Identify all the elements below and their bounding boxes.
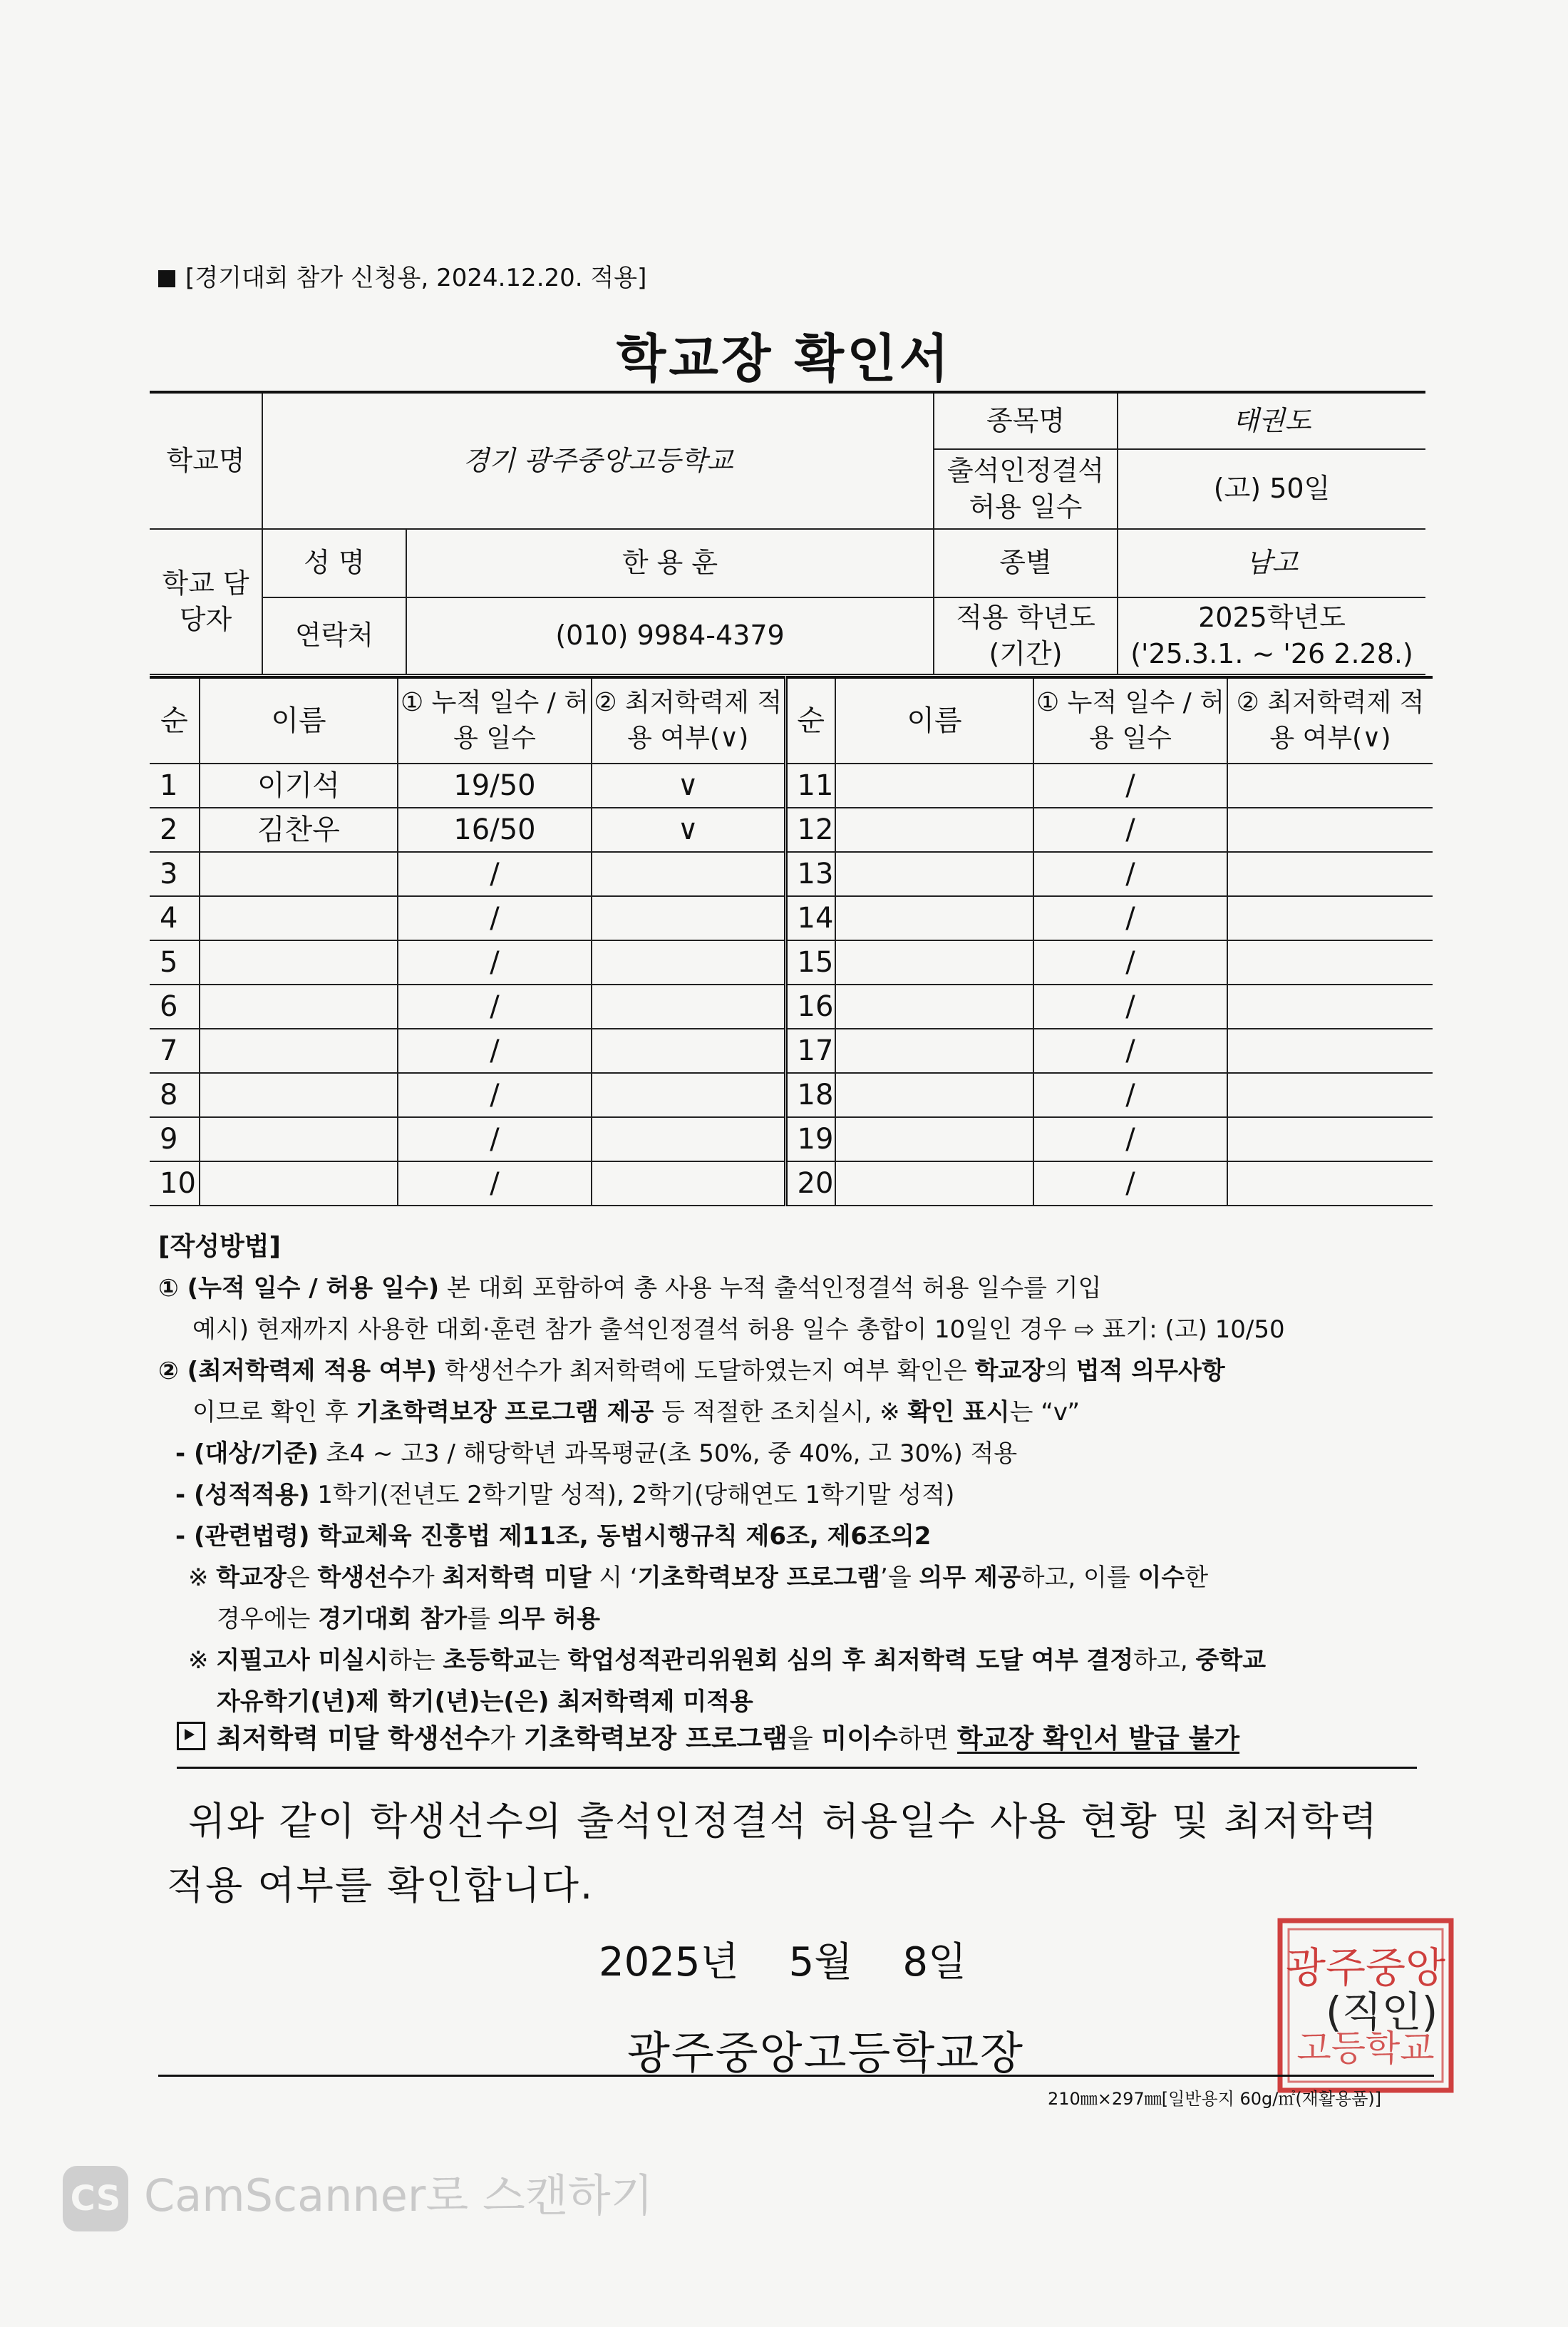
min-check — [1227, 896, 1433, 940]
instruction-line: - (성적적용) 1학기(전년도 2학기말 성적), 2학기(당해연도 1학기말 성적) — [175, 1481, 955, 1509]
header-days: ① 누적 일수 / 허용 일수 — [398, 677, 592, 764]
days-value: / — [398, 1117, 592, 1161]
table-row — [150, 985, 1433, 1029]
row-number: 1 — [150, 764, 200, 808]
row-number: 13 — [785, 852, 835, 896]
days-value: / — [1033, 1073, 1227, 1117]
header-name: 이름 — [835, 677, 1033, 764]
student-name — [835, 1161, 1033, 1206]
days-value: / — [398, 985, 592, 1029]
student-name — [835, 764, 1033, 808]
square-bullet-icon — [158, 270, 175, 287]
row-number: 16 — [785, 985, 835, 1029]
student-name — [200, 940, 398, 985]
days-value: / — [1033, 1117, 1227, 1161]
student-name — [200, 852, 398, 896]
row-number: 14 — [785, 896, 835, 940]
student-name — [835, 1029, 1033, 1073]
table-row — [150, 852, 1433, 896]
min-check — [592, 1161, 785, 1206]
principal-name: 광주중앙고등학교장 — [627, 2027, 1025, 2079]
row-number: 6 — [150, 985, 200, 1029]
info-table — [150, 391, 1425, 675]
days-value: 16/50 — [398, 808, 592, 852]
camscanner-logo-icon: CS — [63, 2166, 128, 2231]
allowed-days-label: 출석인정결석 허용 일수 — [934, 449, 1118, 529]
min-check — [1227, 1117, 1433, 1161]
days-value: / — [398, 852, 592, 896]
student-name: 김찬우 — [200, 808, 398, 852]
min-check — [1227, 1029, 1433, 1073]
document-title: 학교장 확인서 — [616, 329, 952, 389]
row-number: 2 — [150, 808, 200, 852]
header-days: ① 누적 일수 / 허용 일수 — [1033, 677, 1227, 764]
seal-note: (직인) — [1326, 1988, 1438, 2036]
min-check — [1227, 985, 1433, 1029]
scanner-watermark: CS CamScanner로 스캔하기 — [63, 2160, 654, 2231]
days-value: 19/50 — [398, 764, 592, 808]
instruction-line: ① (누적 일수 / 허용 일수) 본 대회 포함하여 총 사용 누적 출석인정결석 허용 일수를 기입 — [158, 1274, 1102, 1303]
student-name — [835, 985, 1033, 1029]
row-number: 8 — [150, 1073, 200, 1117]
days-value: / — [398, 1029, 592, 1073]
name-value: 한 용 훈 — [406, 529, 934, 597]
row-number: 19 — [785, 1117, 835, 1161]
student-name — [835, 1073, 1033, 1117]
min-check — [592, 1029, 785, 1073]
min-check — [592, 896, 785, 940]
year-value: 2025학년도 ('25.3.1. ~ '26 2.28.) — [1118, 597, 1425, 674]
student-name — [835, 852, 1033, 896]
min-check: ∨ — [592, 808, 785, 852]
year-label: 적용 학년도 (기간) — [934, 597, 1118, 674]
min-check — [592, 852, 785, 896]
declaration: 위와 같이 학생선수의 출석인정결석 허용일수 사용 현황 및 최저학력 적용 여부를 확인합니다. — [167, 1799, 1378, 1908]
row-number: 15 — [785, 940, 835, 985]
instruction-line: ※ 지필고사 미실시하는 초등학교는 학업성적관리위원회 심의 후 최저학력 도달 여부 결정하고, 중학교 — [188, 1646, 1267, 1675]
days-value: / — [1033, 985, 1227, 1029]
student-name — [835, 808, 1033, 852]
days-value: / — [1033, 808, 1227, 852]
days-value: / — [1033, 896, 1227, 940]
student-table — [150, 676, 1433, 1206]
divider — [177, 1767, 1417, 1769]
row-number: 20 — [785, 1161, 835, 1206]
days-value: / — [1033, 764, 1227, 808]
row-number: 17 — [785, 1029, 835, 1073]
school-value: 경기 광주중앙고등학교 — [262, 392, 934, 529]
student-name — [200, 1073, 398, 1117]
table-row — [150, 808, 1433, 852]
days-value: / — [1033, 940, 1227, 985]
table-row — [150, 1117, 1433, 1161]
allowed-days-value: (고) 50일 — [1118, 449, 1425, 529]
header-min: ② 최저학력제 적용 여부(∨) — [1227, 677, 1433, 764]
row-number: 3 — [150, 852, 200, 896]
min-check — [1227, 1161, 1433, 1206]
row-number: 10 — [150, 1161, 200, 1206]
svg-text:광주중앙: 광주중앙 — [1285, 1943, 1446, 1992]
table-row — [150, 1161, 1433, 1206]
table-header-row — [150, 677, 1433, 764]
student-name — [200, 985, 398, 1029]
min-check — [1227, 764, 1433, 808]
student-name — [835, 1117, 1033, 1161]
min-check — [1227, 852, 1433, 896]
instruction-line: 예시) 현재까지 사용한 대회·훈련 참가 출석인정결석 허용 일수 총합이 10일인 경우 ⇨ 표기: (고) 10/50 — [192, 1315, 1285, 1344]
svg-text:고등학교: 고등학교 — [1296, 2028, 1435, 2069]
issue-date: 2025년 5월 8일 — [599, 1939, 967, 1986]
row-number: 9 — [150, 1117, 200, 1161]
contact-value: (010) 9984-4379 — [406, 597, 934, 674]
min-check — [1227, 808, 1433, 852]
school-label: 학교명 — [150, 392, 262, 529]
header-name: 이름 — [200, 677, 398, 764]
sport-value: 태권도 — [1118, 392, 1425, 449]
manager-label: 학교 담당자 — [150, 529, 262, 674]
instructions — [158, 1226, 1441, 1722]
min-check — [592, 985, 785, 1029]
instruction-line: 이므로 확인 후 기초학력보장 프로그램 제공 등 적절한 조치실시, ※ 확인 표시는 “v” — [192, 1398, 1080, 1427]
row-number: 11 — [785, 764, 835, 808]
days-value: / — [398, 1073, 592, 1117]
student-name — [200, 896, 398, 940]
student-name — [200, 1161, 398, 1206]
form-header-note: [경기대회 참가 신청용, 2024.12.20. 적용] — [158, 258, 646, 293]
min-check: ∨ — [592, 764, 785, 808]
student-name: 이기석 — [200, 764, 398, 808]
instructions-title: [작성방법] — [158, 1232, 282, 1261]
instruction-line: ※ 학교장은 학생선수가 최저학력 미달 시 ‘기초학력보장 프로그램’을 의무 제공하고, 이를 이수한 — [188, 1563, 1209, 1592]
sport-label: 종목명 — [934, 392, 1118, 449]
table-row — [150, 896, 1433, 940]
notice-underlined: 학교장 확인서 발급 불가 — [957, 1723, 1240, 1754]
row-number: 12 — [785, 808, 835, 852]
min-check — [592, 940, 785, 985]
days-value: / — [398, 940, 592, 985]
notice-line: 최저학력 미달 학생선수가 기초학력보장 프로그램을 미이수하면 학교장 확인서 발급 불가 — [177, 1717, 1239, 1755]
days-value: / — [1033, 852, 1227, 896]
days-value: / — [398, 1161, 592, 1206]
min-check — [1227, 1073, 1433, 1117]
student-name — [200, 1029, 398, 1073]
table-row — [150, 1029, 1433, 1073]
header-min: ② 최저학력제 적용 여부(∨) — [592, 677, 785, 764]
student-name — [835, 896, 1033, 940]
days-value: / — [1033, 1161, 1227, 1206]
min-check — [592, 1073, 785, 1117]
student-name — [835, 940, 1033, 985]
student-name — [200, 1117, 398, 1161]
divider — [158, 2075, 1434, 2077]
instruction-line: 자유학기(년)제 학기(년)는(은) 최저학력제 미적용 — [217, 1688, 753, 1716]
days-value: / — [398, 896, 592, 940]
table-row — [150, 764, 1433, 808]
instruction-line: - (관련법령) 학교체육 진흥법 제11조, 동법시행규칙 제6조, 제6조의2 — [175, 1522, 932, 1551]
arrow-box-icon — [177, 1722, 205, 1750]
row-number: 5 — [150, 940, 200, 985]
instruction-line: ② (최저학력제 적용 여부) 학생선수가 최저학력에 도달하였는지 여부 확인은 학교장의 법적 의무사항 — [158, 1357, 1225, 1385]
name-label: 성 명 — [262, 529, 406, 597]
instruction-line: - (대상/기준) 초4 ~ 고3 / 해당학년 과목평균(초 50%, 중 40%, 고 30%) 적용 — [175, 1439, 1018, 1468]
table-row — [150, 940, 1433, 985]
min-check — [592, 1117, 785, 1161]
header-no: 순 — [785, 677, 835, 764]
instruction-line: 경우에는 경기대회 참가를 의무 허용 — [217, 1605, 600, 1633]
table-row — [150, 1073, 1433, 1117]
gender-value: 남고 — [1118, 529, 1425, 597]
gender-label: 종별 — [934, 529, 1118, 597]
row-number: 7 — [150, 1029, 200, 1073]
row-number: 18 — [785, 1073, 835, 1117]
paper-spec: 210㎜×297㎜[일반용지 60g/㎡(재활용품)] — [1048, 2089, 1382, 2109]
min-check — [1227, 940, 1433, 985]
header-no: 순 — [150, 677, 200, 764]
days-value: / — [1033, 1029, 1227, 1073]
contact-label: 연락처 — [262, 597, 406, 674]
row-number: 4 — [150, 896, 200, 940]
